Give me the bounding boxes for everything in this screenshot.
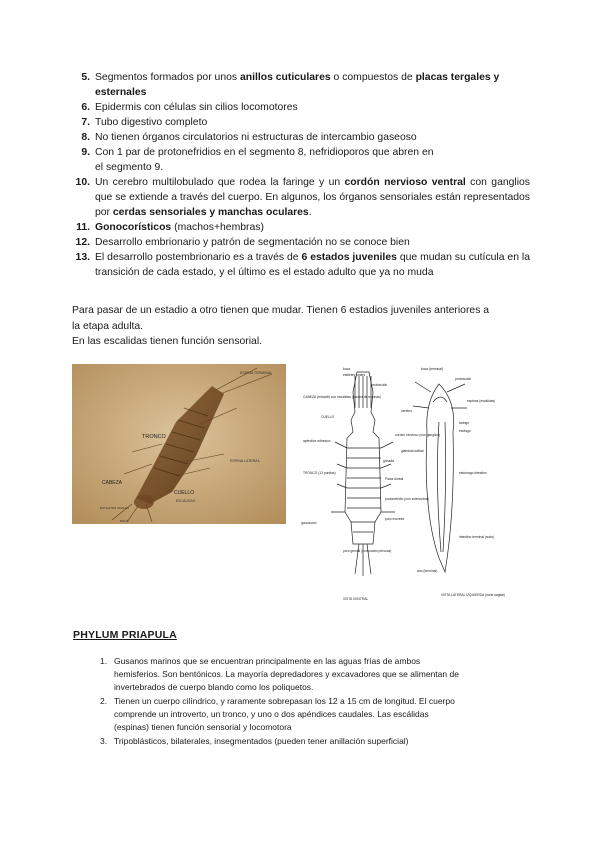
svg-text:protonefridio (con solenocitos: protonefridio (con solenocitos) xyxy=(385,497,430,501)
list-item: 10. Un cerebro multilobulado que rodea la faringe y un cordón nervioso ventral con ganglios que se extiende a través del cuerpo. En algunos, los órganos sensoriales están representados por cerdas sensoriales y manchas oculares. xyxy=(75,177,530,218)
label-boca: BOCA xyxy=(120,519,129,523)
list-item: 6. Epidermis con células sin cilios locomotores xyxy=(81,102,298,113)
list-item: 1. Gusanos marinos que se encuentran principalmente en las aguas frías de ambos hemisferios. Son bentónicos. La mayoría depredadores y excavadores que se alimentan de invertebrados de cuerpo blando como los poliquetos. xyxy=(100,656,459,692)
svg-text:cerebro: cerebro xyxy=(401,409,413,413)
svg-text:Placa dorsal: Placa dorsal xyxy=(385,477,404,481)
svg-text:poro excretor: poro excretor xyxy=(385,517,405,521)
label-tronco: TRONCO xyxy=(142,434,166,440)
label-estiletes: ESTILETES ORALES xyxy=(100,506,130,510)
svg-text:boca: boca xyxy=(343,367,351,371)
svg-text:esófago: esófago xyxy=(459,429,471,433)
numbered-list xyxy=(68,70,530,280)
svg-text:VISTA VENTRAL: VISTA VENTRAL xyxy=(343,597,369,601)
svg-text:estómago-intestino: estómago-intestino xyxy=(459,471,487,475)
svg-text:TRONCO (13 ponitas): TRONCO (13 ponitas) xyxy=(303,471,336,475)
svg-text:glándula salival: glándula salival xyxy=(401,449,424,453)
label-cuello: CUELLO xyxy=(174,490,195,496)
svg-text:probóscide: probóscide xyxy=(455,377,472,381)
label-cabeza: CABEZA xyxy=(102,480,123,486)
body-paragraph: Para pasar de un estadio a otro tienen que mudar. Tienen 6 estadios juveniles anteriores a la etapa adulta. En las escalidas tienen función sensorial. xyxy=(72,305,490,347)
list-item: 12. Desarrollo embrionario y patrón de segmentación no se conoce bien xyxy=(75,237,410,248)
label-espina-terminal: ESPINA TERMINAL xyxy=(240,371,273,375)
svg-text:apéndice adhesivo: apéndice adhesivo xyxy=(303,439,331,443)
svg-text:ano (terminal): ano (terminal) xyxy=(417,569,438,573)
svg-text:faringe: faringe xyxy=(459,421,470,425)
anatomy-drawing xyxy=(295,362,511,610)
svg-text:espinas (escálidas): espinas (escálidas) xyxy=(467,399,496,403)
list-item: 7. Tubo digestivo completo xyxy=(81,117,208,128)
specimen-photo xyxy=(72,364,286,524)
svg-text:probóscide: probóscide xyxy=(371,383,388,387)
label-escalidas: ESCÁLIDAS xyxy=(176,499,196,503)
svg-text:gónada: gónada xyxy=(383,459,395,463)
svg-text:intestino terminal (recto): intestino terminal (recto) xyxy=(459,535,495,539)
label-espina-lateral: ESPINA LATERAL xyxy=(230,459,260,463)
priapula-list xyxy=(100,655,534,749)
section-heading: PHYLUM PRIAPULA xyxy=(73,629,177,641)
list-item: 11. Gonocorísticos (machos+hembras) xyxy=(76,222,264,233)
svg-text:CUELLO: CUELLO xyxy=(321,415,335,419)
list-item: 13. El desarrollo postembrionario es a través de 6 estados juveniles que mudan su cutícula en la transición de cada estado, y el último es el estado adulto que ya no muda xyxy=(75,252,531,278)
list-item: 2. Tienen un cuerpo cilíndrico, y raramente sobrepasan los 12 a 15 cm de longitud. El cuerpo comprende un introverto, un tronco, y uno o dos apéndices caudales. Las escálidas (espinas) tienen función sensorial y locomotora xyxy=(100,696,455,732)
list-item: 9. Con 1 par de protonefridios en el segmento 8, nefridioporos que abren en el segmento 9. xyxy=(81,147,434,173)
list-item: 3. Tripoblásticos, bilaterales, insegmentados (pueden tener anillación superficial) xyxy=(100,736,409,746)
svg-text:CABEZA (retráctil) con escálid: CABEZA (retráctil) con escálidas (corona de espinas) xyxy=(303,395,381,399)
svg-text:estiletes orales: estiletes orales xyxy=(343,373,365,377)
list-item: 8. No tienen órganos circulatorios ni estructuras de intercambio gaseoso xyxy=(81,132,417,143)
svg-text:cordón nervioso (con ganglios): cordón nervioso (con ganglios) xyxy=(395,433,441,437)
svg-text:gonoducto: gonoducto xyxy=(301,521,317,525)
svg-text:VISTA LATERAL IZQUIERDA (corte: VISTA LATERAL IZQUIERDA (corte sagital) xyxy=(441,593,505,597)
list-item: 5. Segmentos formados por unos anillos cuticulares o compuestos de placas tergales y esternales xyxy=(81,72,500,98)
svg-text:boca (terminal): boca (terminal) xyxy=(421,367,443,371)
svg-text:poro genital (con cuatro péroc: poro genital (con cuatro pérocas) xyxy=(343,549,392,553)
